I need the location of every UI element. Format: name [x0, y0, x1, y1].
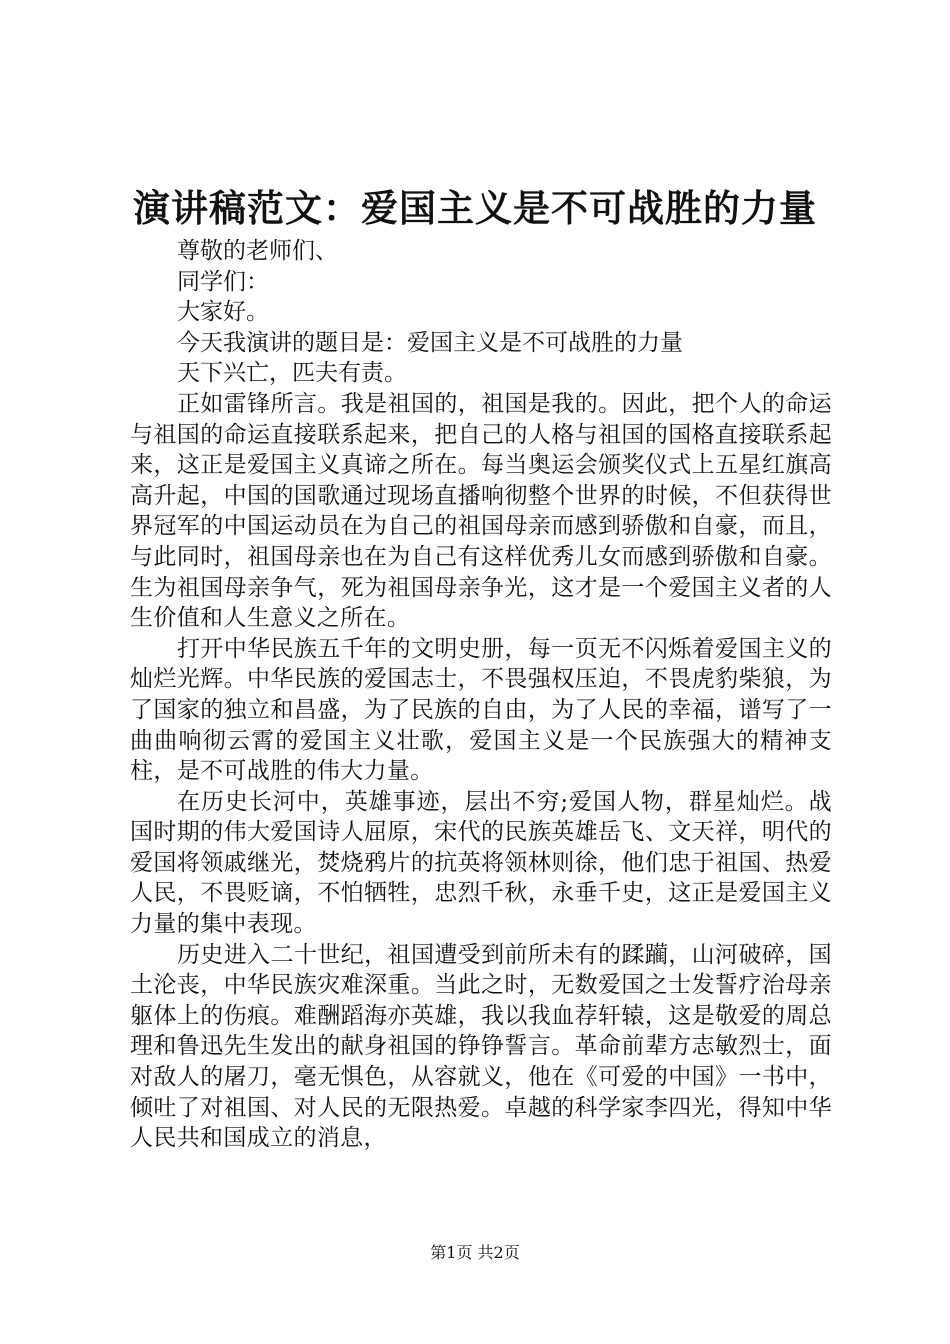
greeting-line: 同学们：: [177, 268, 269, 295]
greeting-line: 大家好。: [177, 299, 269, 326]
body-paragraph: 在历史长河中，英雄事迹，层出不穷;爱国人物，群星灿烂。战国时期的伟大爱国诗人屈原，宋代的民族英雄岳飞、文天祥，明代的爱国将领戚继光，焚烧鸦片的抗英将领林则徐，他们忠于祖国、热爱人民，不畏贬谪，不怕牺牲，忠烈千秋，永垂千史，这正是爱国主义力量的集中表现。: [130, 788, 832, 938]
document-body: [130, 236, 832, 1154]
body-paragraph: 打开中华民族五千年的文明史册，每一页无不闪烁着爱国主义的灿烂光辉。中华民族的爱国志士，不畏强权压迫，不畏虎豹柴狼，为了国家的独立和昌盛，为了民族的自由，为了人民的幸福，谱写了一曲曲响彻云霄的爱国主义壮歌，爱国主义是一个民族强大的精神支柱，是不可战胜的伟大力量。: [130, 635, 832, 785]
body-paragraph: 正如雷锋所言。我是祖国的，祖国是我的。因此，把个人的命运与祖国的命运直接联系起来，把自己的人格与祖国的国格直接联系起来，这正是爱国主义真谛之所在。每当奥运会颁奖仪式上五星红旗高高升起，中国的国歌通过现场直播响彻整个世界的时候，不但获得世界冠军的中国运动员在为自己的祖国母亲而感到骄傲和自豪，而且，与此同时，祖国母亲也在为自己有这样优秀儿女而感到骄傲和自豪。生为祖国母亲争气，死为祖国母亲争光，这才是一个爱国主义者的人生价值和人生意义之所在。: [130, 390, 832, 632]
greeting-line: 尊敬的老师们、: [177, 238, 338, 264]
quote-line: 天下兴亡，匹夫有责。: [177, 360, 407, 387]
body-paragraph: 历史进入二十世纪，祖国遭受到前所未有的蹂躏，山河破碎，国土沦丧，中华民族灾难深重。当此之时，无数爱国之士发誓疗治母亲躯体上的伤痕。难酬蹈海亦英雄，我以我血荐轩辕，这是敬爱的周总理和鲁迅先生发出的献身祖国的铮铮誓言。革命前辈方志敏烈士，面对敌人的屠刀，毫无惧色，从容就义，他在《可爱的中国》一书中，倾吐了对祖国、对人民的无限热爱。卓越的科学家李四光，得知中华人民共和国成立的消息，: [130, 941, 832, 1152]
topic-line: 今天我演讲的题目是：爱国主义是不可战胜的力量: [177, 329, 683, 356]
page-footer: 第1页 共2页: [430, 1243, 520, 1262]
document-title: 演讲稿范文：爱国主义是不可战胜的力量: [133, 186, 817, 230]
